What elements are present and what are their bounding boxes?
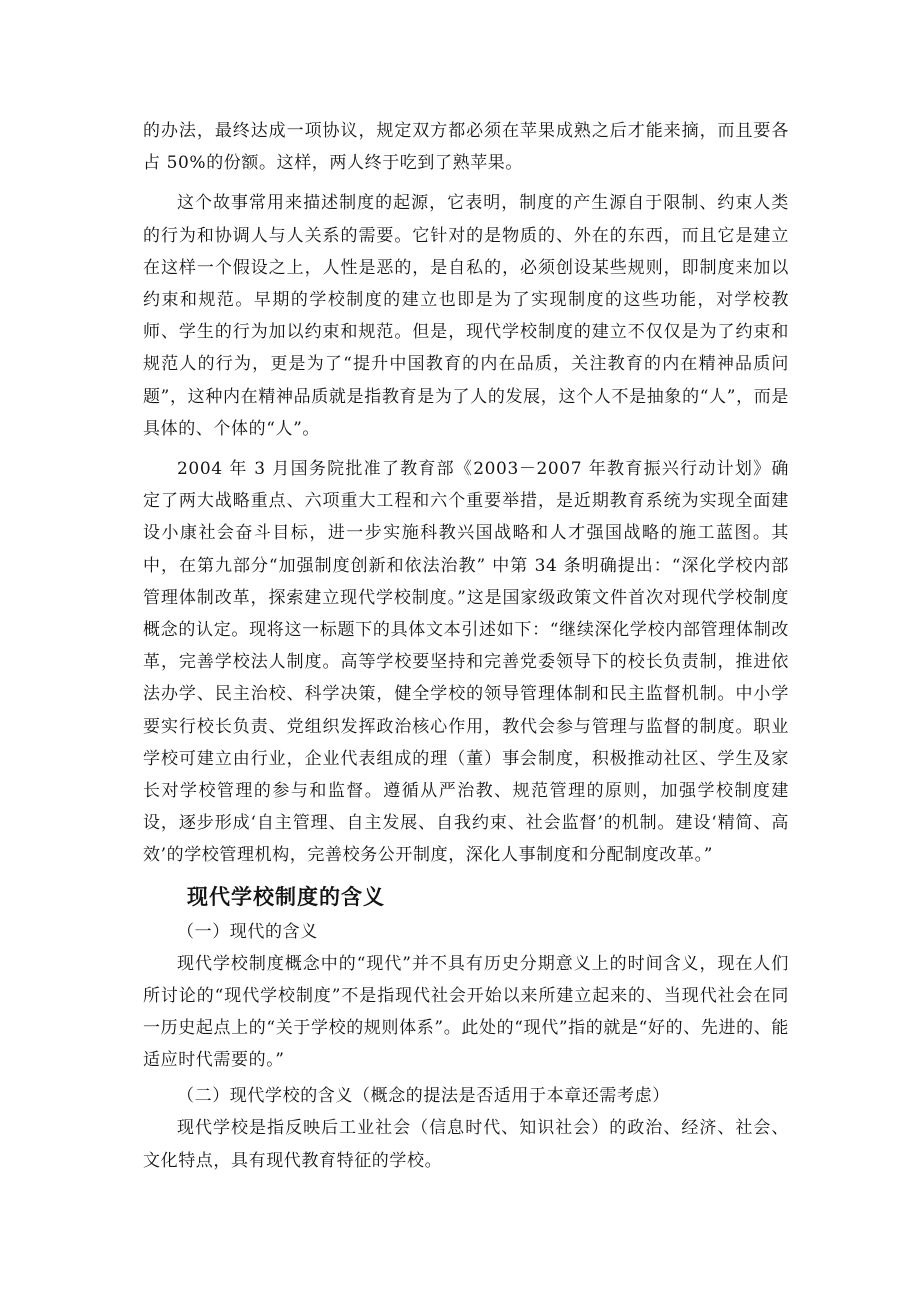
subsection-heading-modern-school: （二）现代学校的含义（概念的提法是否适用于本章还需考虑） (177, 1086, 670, 1107)
paragraph-modern-school-meaning: 现代学校是指反映后工业社会（信息时代、知识社会）的政治、经济、社会、文化特点，具有现代教育特征的学校。 (143, 1118, 789, 1171)
document-body (143, 115, 789, 1177)
subsection-heading-modern: （一）现代的含义 (177, 921, 318, 942)
section-heading: 现代学校制度的含义 (187, 884, 385, 909)
paragraph-institution-origin: 这个故事常用来描述制度的起源，它表明，制度的产生源自于限制、约束人类的行为和协调人与人关系的需要。它针对的是物质的、外在的东西，而且它是建立在这样一个假设之上，人性是恶的，是自私的，必须创设某些规则，即制度来加以约束和规范。早期的学校制度的建立也即是为了实现制度的这些功能，对学校教师、学生的行为加以约束和规范。但是，现代学校制度的建立不仅仅是为了约束和规范人的行为，更是为了“提升中国教育的内在品质，关注教育的内在精神品质问题”，这种内在精神品质就是指教育是为了人的发展，这个人不是抽象的“人”，而是具体的、个体的“人”。 (143, 193, 789, 439)
paragraph-modern-meaning: 现代学校制度概念中的“现代”并不具有历史分期意义上的时间含义，现在人们所讨论的“现代学校制度”不是指现代社会开始以来所建立起来的、当现代社会在同一历史起点上的“关于学校的规则体系”。此处的“现代”指的就是“好的、先进的、能适应时代需要的。” (143, 953, 789, 1071)
paragraph-continuation: 的办法，最终达成一项协议，规定双方都必须在苹果成熟之后才能来摘，而且要各占 50%的份额。这样，两人终于吃到了熟苹果。 (143, 121, 789, 174)
paragraph-policy-2004: 2004 年 3 月国务院批准了教育部《2003－2007 年教育振兴行动计划》确定了两大战略重点、六项重大工程和六个重要举措，是近期教育系统为实现全面建设小康社会奋斗目标，进一步实施科教兴国战略和人才强国战略的施工蓝图。其中，在第九部分“加强制度创新和依法治教” 中第 34 条明确提出：“深化学校内部管理体制改革，探索建立现代学校制度。”这是国家级政策文件首次对现代学校制度概念的认定。现将这一标题下的具体文本引述如下：“继续深化学校内部管理体制改革，完善学校法人制度。高等学校要坚持和完善党委领导下的校长负责制，推进依法办学、民主治校、科学决策，健全学校的领导管理体制和民主监督机制。中小学要实行校长负责、党组织发挥政治核心作用，教代会参与管理与监督的制度。职业学校可建立由行业，企业代表组成的理（董）事会制度，积极推动社区、学生及家长对学校管理的参与和监督。遵循从严治教、规范管理的原则，加强学校制度建设，逐步形成‘自主管理、自主发展、自我约束、社会监督’的机制。建设‘精简、高效’的学校管理机构，完善校务公开制度，深化人事制度和分配制度改革。” (143, 459, 789, 866)
